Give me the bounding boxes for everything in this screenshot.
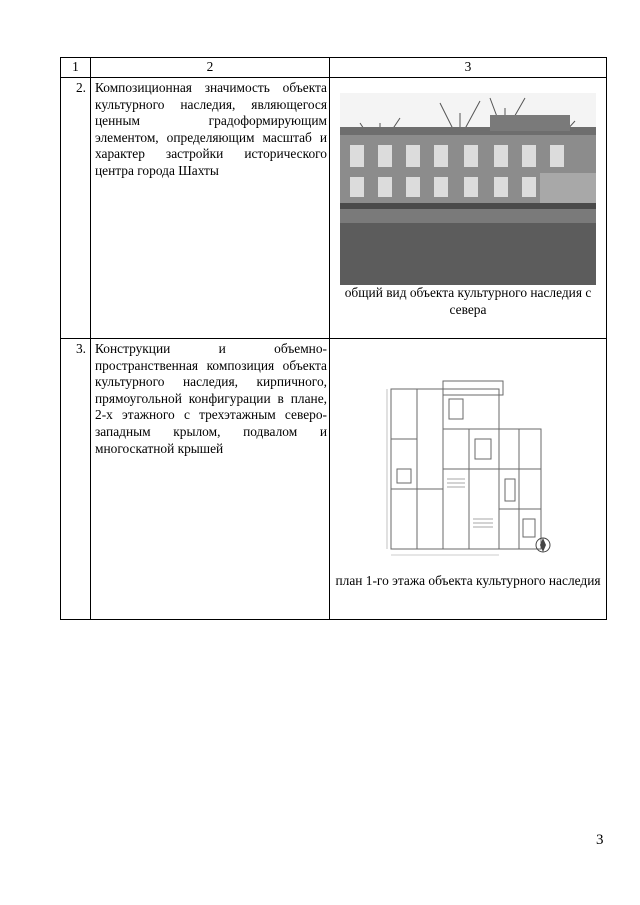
row-number: 2. [61, 78, 91, 339]
table-row [61, 339, 607, 620]
floor-plan-drawing [383, 369, 553, 559]
row-description: Конструкции и объемно-пространственная композиция объекта культурного наследия, кирпичного, прямоугольной конфигурации в плане, 2-х этажного с трехэтажным северо-западным крылом, подвалом и многоскатной крышей [91, 339, 330, 620]
row-number: 3. [61, 339, 91, 620]
row-description: Композиционная значимость объекта культурного наследия, являющегося ценным градоформирующим элементом, определяющим масштаб и характер застройки исторического центра города Шахты [91, 78, 330, 339]
row-illustration-cell [330, 339, 607, 620]
page-number: 3 [596, 832, 604, 848]
compass-icon [536, 538, 550, 552]
row-illustration-cell [330, 78, 607, 339]
table-row [61, 78, 607, 339]
building-photo [340, 93, 596, 285]
header-col-1: 1 [61, 58, 91, 78]
photo-caption: общий вид объекта культурного наследия с севера [344, 285, 592, 317]
document-table [60, 57, 607, 620]
plan-caption: план 1-го этажа объекта культурного наследия [335, 573, 601, 588]
header-col-2: 2 [91, 58, 330, 78]
header-col-3: 3 [330, 58, 607, 78]
table-header-row [61, 58, 607, 78]
